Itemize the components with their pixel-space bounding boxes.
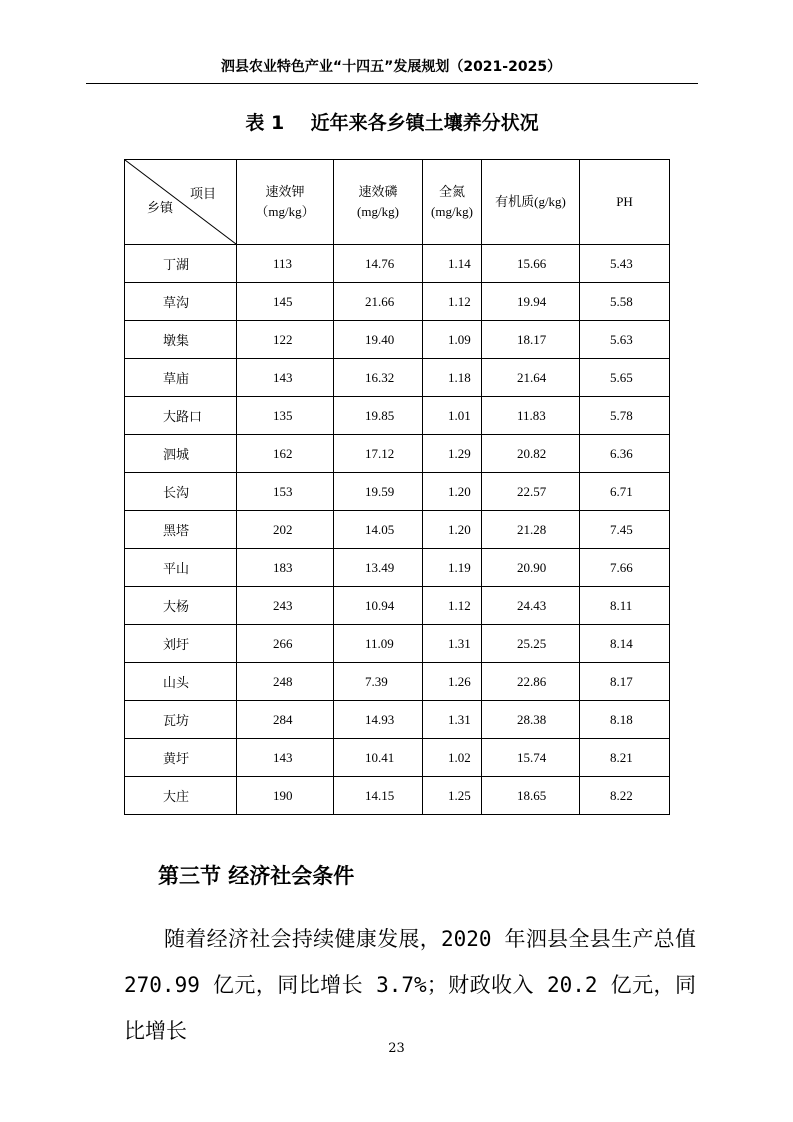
town-cell: 墩集	[125, 321, 237, 359]
town-cell: 草沟	[125, 283, 237, 321]
table-row	[125, 245, 670, 283]
ph-cell: 6.36	[580, 435, 670, 473]
organic-matter-cell: 18.17	[482, 321, 580, 359]
nitrogen-cell: 1.18	[423, 359, 482, 397]
potassium-cell: 183	[237, 549, 334, 587]
nitrogen-cell: 1.26	[423, 663, 482, 701]
soil-nutrient-table	[124, 159, 670, 815]
ph-cell: 8.11	[580, 587, 670, 625]
table-row	[125, 321, 670, 359]
table-row	[125, 701, 670, 739]
town-cell: 黑塔	[125, 511, 237, 549]
town-cell: 大庄	[125, 777, 237, 815]
table-row	[125, 625, 670, 663]
nitrogen-cell: 1.31	[423, 625, 482, 663]
phosphorus-cell: 10.94	[334, 587, 423, 625]
table-row	[125, 739, 670, 777]
corner-header-cell	[125, 160, 237, 245]
potassium-cell: 153	[237, 473, 334, 511]
table-row	[125, 587, 670, 625]
nitrogen-cell: 1.29	[423, 435, 482, 473]
potassium-cell: 143	[237, 359, 334, 397]
town-cell: 平山	[125, 549, 237, 587]
phosphorus-cell: 14.93	[334, 701, 423, 739]
potassium-cell: 135	[237, 397, 334, 435]
phosphorus-cell: 7.39	[334, 663, 423, 701]
potassium-cell: 145	[237, 283, 334, 321]
potassium-cell: 243	[237, 587, 334, 625]
phosphorus-cell: 21.66	[334, 283, 423, 321]
column-header-ph: PH	[580, 160, 670, 245]
town-cell: 刘圩	[125, 625, 237, 663]
phosphorus-cell: 13.49	[334, 549, 423, 587]
nitrogen-cell: 1.20	[423, 511, 482, 549]
table-row	[125, 473, 670, 511]
phosphorus-cell: 19.85	[334, 397, 423, 435]
column-header-organic-matter: 有机质(g/kg)	[482, 160, 580, 245]
potassium-cell: 266	[237, 625, 334, 663]
town-cell: 瓦坊	[125, 701, 237, 739]
table-header-row	[125, 160, 670, 245]
potassium-cell: 143	[237, 739, 334, 777]
ph-cell: 5.58	[580, 283, 670, 321]
column-header-potassium: 速效钾 （mg/kg）	[237, 160, 334, 245]
ph-cell: 5.43	[580, 245, 670, 283]
town-cell: 山头	[125, 663, 237, 701]
town-cell: 草庙	[125, 359, 237, 397]
corner-label-item: 项目	[189, 186, 216, 201]
potassium-cell: 162	[237, 435, 334, 473]
column-header-phosphorus: 速效磷 (mg/kg)	[334, 160, 423, 245]
nitrogen-cell: 1.12	[423, 283, 482, 321]
organic-matter-cell: 18.65	[482, 777, 580, 815]
town-cell: 丁湖	[125, 245, 237, 283]
organic-matter-cell: 21.28	[482, 511, 580, 549]
nitrogen-cell: 1.01	[423, 397, 482, 435]
table-body	[125, 245, 670, 815]
organic-matter-cell: 19.94	[482, 283, 580, 321]
phosphorus-cell: 14.05	[334, 511, 423, 549]
table-row	[125, 777, 670, 815]
ph-cell: 8.21	[580, 739, 670, 777]
potassium-cell: 122	[237, 321, 334, 359]
phosphorus-cell: 14.15	[334, 777, 423, 815]
nitrogen-cell: 1.19	[423, 549, 482, 587]
potassium-cell: 202	[237, 511, 334, 549]
column-header-nitrogen: 全氮 (mg/kg)	[423, 160, 482, 245]
phosphorus-cell: 14.76	[334, 245, 423, 283]
ph-cell: 6.71	[580, 473, 670, 511]
town-cell: 黄圩	[125, 739, 237, 777]
potassium-cell: 248	[237, 663, 334, 701]
town-cell: 长沟	[125, 473, 237, 511]
ph-cell: 5.78	[580, 397, 670, 435]
diagonal-line	[125, 160, 236, 244]
phosphorus-cell: 10.41	[334, 739, 423, 777]
phosphorus-cell: 11.09	[334, 625, 423, 663]
page-number: 23	[388, 1041, 405, 1056]
table-row	[125, 397, 670, 435]
potassium-cell: 113	[237, 245, 334, 283]
table-caption: 表 1 近年来各乡镇土壤养分状况	[245, 112, 539, 134]
organic-matter-cell: 15.74	[482, 739, 580, 777]
organic-matter-cell: 25.25	[482, 625, 580, 663]
potassium-cell: 190	[237, 777, 334, 815]
nitrogen-cell: 1.20	[423, 473, 482, 511]
potassium-cell: 284	[237, 701, 334, 739]
town-cell: 大杨	[125, 587, 237, 625]
ph-cell: 5.63	[580, 321, 670, 359]
town-cell: 泗城	[125, 435, 237, 473]
table-row	[125, 663, 670, 701]
organic-matter-cell: 24.43	[482, 587, 580, 625]
section-heading: 第三节 经济社会条件	[158, 864, 355, 888]
organic-matter-cell: 22.86	[482, 663, 580, 701]
nitrogen-cell: 1.31	[423, 701, 482, 739]
nitrogen-cell: 1.14	[423, 245, 482, 283]
phosphorus-cell: 19.59	[334, 473, 423, 511]
phosphorus-cell: 16.32	[334, 359, 423, 397]
table-row	[125, 549, 670, 587]
body-paragraph: 随着经济社会持续健康发展，2020 年泗县全县生产总值 270.99 亿元，同比增长 3.7%；财政收入 20.2 亿元，同比增长	[124, 927, 696, 1043]
table-row	[125, 359, 670, 397]
ph-cell: 7.66	[580, 549, 670, 587]
ph-cell: 7.45	[580, 511, 670, 549]
ph-cell: 8.18	[580, 701, 670, 739]
ph-cell: 5.65	[580, 359, 670, 397]
nitrogen-cell: 1.12	[423, 587, 482, 625]
ph-cell: 8.14	[580, 625, 670, 663]
ph-cell: 8.17	[580, 663, 670, 701]
nitrogen-cell: 1.25	[423, 777, 482, 815]
corner-label-town: 乡镇	[147, 200, 174, 215]
ph-cell: 8.22	[580, 777, 670, 815]
table-row	[125, 435, 670, 473]
town-cell: 大路口	[125, 397, 237, 435]
nitrogen-cell: 1.09	[423, 321, 482, 359]
phosphorus-cell: 17.12	[334, 435, 423, 473]
phosphorus-cell: 19.40	[334, 321, 423, 359]
organic-matter-cell: 28.38	[482, 701, 580, 739]
organic-matter-cell: 21.64	[482, 359, 580, 397]
organic-matter-cell: 15.66	[482, 245, 580, 283]
organic-matter-cell: 20.82	[482, 435, 580, 473]
organic-matter-cell: 22.57	[482, 473, 580, 511]
organic-matter-cell: 20.90	[482, 549, 580, 587]
running-header: 泗县农业特色产业“十四五”发展规划（2021-2025）	[220, 59, 562, 75]
nitrogen-cell: 1.02	[423, 739, 482, 777]
organic-matter-cell: 11.83	[482, 397, 580, 435]
header-rule	[86, 83, 698, 84]
table-row	[125, 283, 670, 321]
table-row	[125, 511, 670, 549]
